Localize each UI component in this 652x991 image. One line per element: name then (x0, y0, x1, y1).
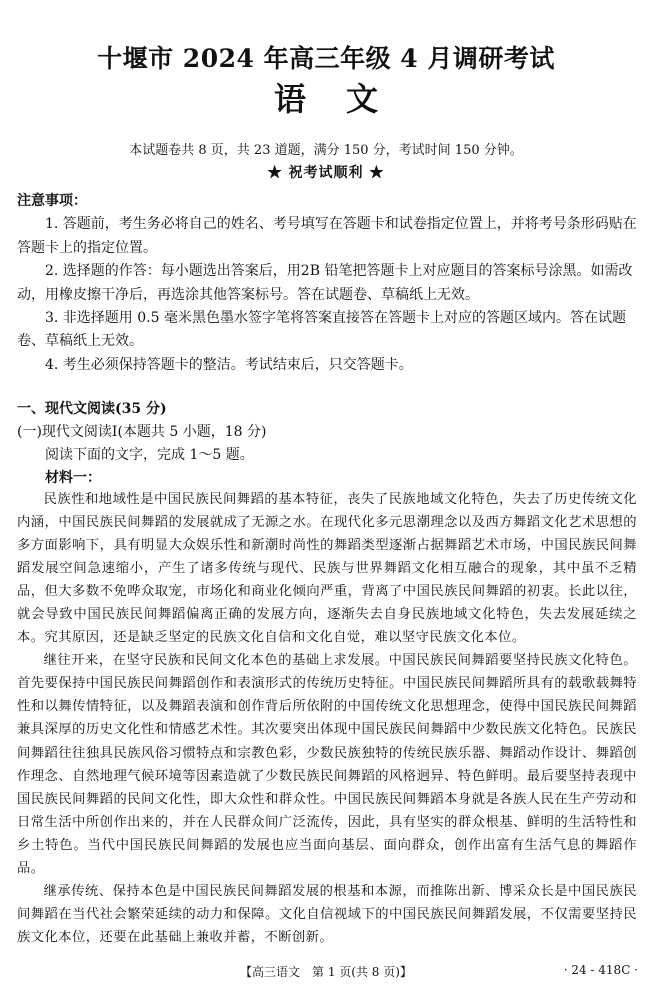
subject-title: 语文 (273, 80, 418, 118)
note-item: 1. 答题前，考生务必将自己的姓名、考号填写在答题卡和试卷指定位置上，并将考号条形码贴在答题卡上的指定位置。 (17, 216, 637, 256)
note-item: 2. 选择题的作答：每小题选出答案后，用2B 铅笔把答题卡上对应题目的答案标号涂黑。如需改动，用橡皮擦干净后，再选涂其他答案标号。答在试题卷、草稿纸上无效。 (17, 263, 633, 303)
good-luck-banner: ★ 祝考试顺利 ★ (267, 165, 385, 181)
passage-paragraph: 继往开来，在坚守民族和民间文化本色的基础上求发展。中国民族民间舞蹈要坚持民族文化特色。首先要保持中国民族民间舞蹈创作和表演形式的传统历史特征。中国民族民间舞蹈所具有的载歌载舞特性和以舞传情特征，以及舞蹈表演和创作背后所依附的中国传统文化思想理念，使得中国民族民间舞蹈兼具深厚的历史文化性和情感艺术性。其次要突出体现中国民族民间舞蹈中少数民族文化特色。民族民间舞蹈往往独具民族风俗习惯特点和宗教色彩，少数民族独特的传统民族乐器、舞蹈动作设计、舞蹈创作理念、自然地理气候环境等因素造就了少数民族民间舞蹈的风格迥异、特色鲜明。最后要坚持表现中国民族民间舞蹈的民间文化性，即大众性和群众性。中国民族民间舞蹈本身就是各族人民在生产劳动和日常生活中所创作出来的，并在人民群众间广泛流传，因此，具有坚实的群众根基、鲜明的生活特性和乡土特色。当代中国民族民间舞蹈的发展也应当面向基层、面向群众，创作出富有生活气息的舞蹈作品。 (17, 653, 637, 876)
passage-paragraph: 民族性和地域性是中国民族民间舞蹈的基本特征，丧失了民族地域文化特色，失去了历史传统文化内涵，中国民族民间舞蹈的发展就成了无源之水。在现代化多元思潮理念以及西方舞蹈文化艺术思想的多方面影响下，具有明显大众娱乐性和新潮时尚性的舞蹈类型逐渐占据舞蹈艺术市场，中国民族民间舞蹈发展空间急速缩小，产生了诸多传统与现代、民族与世界舞蹈文化相互融合的现象，其中虽不乏精品，但大多数不免哗众取宠，市场化和商业化倾向严重，背离了中国民族民间舞蹈的初衷。长此以往，就会导致中国民族民间舞蹈偏离正确的发展方向，逐渐失去自身民族地域文化特色，失去发展延续之本。究其原因，还是缺乏坚定的民族文化自信和文化自觉，难以坚守民族文化本位。 (17, 492, 637, 646)
paper-code: · 24 - 418C · (563, 963, 638, 977)
notes-heading: 注意事项： (17, 193, 87, 209)
note-item: 4. 考生必须保持答题卡的整洁。考试结束后，只交答题卡。 (45, 356, 413, 373)
reading-passage (17, 488, 637, 949)
page-number: 【高三语文 第 1 页(共 8 页)】 (240, 965, 412, 979)
subsection-heading: (一)现代文阅读Ⅰ(本题共 5 小题，18 分) (17, 424, 267, 440)
note-item: 3. 非选择题用 0.5 毫米黑色墨水签字笔将答案直接答在答题卡上对应的答题区域内。答在试题卷、草稿纸上无效。 (17, 310, 626, 350)
page-footer (0, 963, 652, 983)
section-heading: 一、现代文阅读(35 分) (17, 401, 167, 417)
reading-section (17, 398, 639, 490)
exam-info: 本试题卷共 8 页，共 23 道题，满分 150 分，考试时间 150 分钟。 (129, 143, 523, 158)
exam-title: 十堰市 2024 年高三年级 4 月调研考试 (97, 44, 555, 73)
passage-paragraph: 继承传统、保持本色是中国民族民间舞蹈发展的根基和本源，而推陈出新、博采众长是中国民族民间舞蹈在当代社会繁荣延续的动力和保障。文化自信视域下的中国民族民间舞蹈发展，不仅需要坚持民族文化本位，还要在此基础上兼收并蓄，不断创新。 (17, 883, 637, 945)
reading-instruction: 阅读下面的文字，完成 1～5 题。 (45, 447, 254, 463)
material-label: 材料一： (45, 470, 101, 486)
notes-section (17, 190, 639, 377)
